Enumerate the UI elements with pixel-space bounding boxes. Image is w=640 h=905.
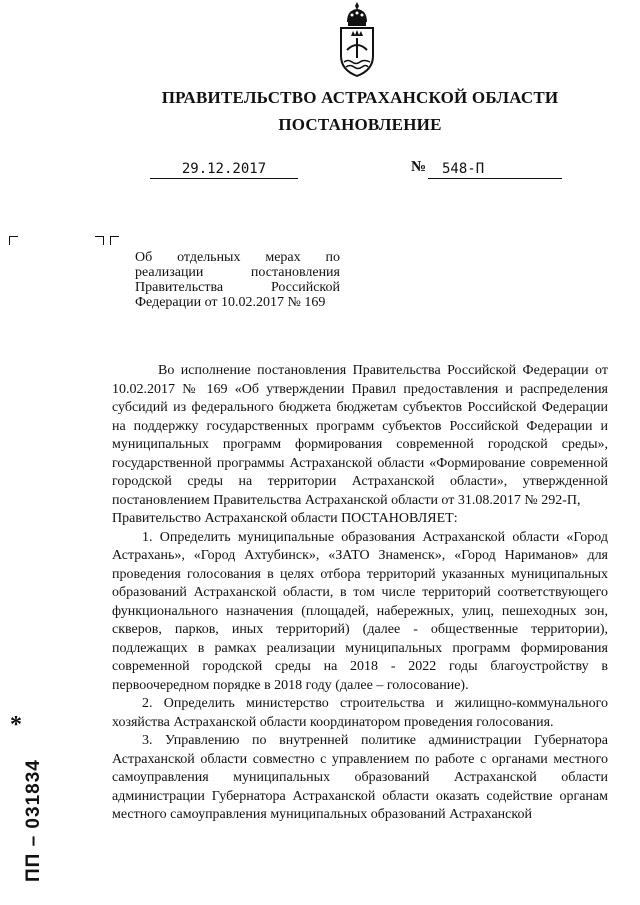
resolves-paragraph: Правительство Астраханской области ПОСТАНОВЛЯЕТ: <box>112 511 458 526</box>
serial-number: ПП – 031834 <box>23 759 44 882</box>
corner-mark <box>9 236 18 245</box>
number-label: № <box>411 159 427 175</box>
corner-mark <box>110 236 119 245</box>
document-number: 548-П <box>428 161 562 179</box>
item-1-paragraph: 1. Определить муниципальные образования Астраханской области «Город Астрахань», «Город Ахтубинск», «ЗАТО Знаменск», «Город Нариманов» для проведения голосования в целях отбора территорий указанных муниципальных образований Астраханской области, в том числе территорий соответствующего функционального назначения (площадей, набережных, улиц, пешеходных зон, скверов, парков, иных территорий) (далее - общественные территории), подлежащих в рамках реализации муниципальных программ формирования современной городской среды на 2018 - 2022 годы благоустройству в первоочередном порядке в 2018 году (далее – голосование). <box>112 529 608 693</box>
document-subject: Об отдельных мерах по реализации постановления Правительства Российской Федерации от 10.02.2017 № 169 <box>135 250 340 310</box>
item-3-paragraph: 3. Управлению по внутренней политике администрации Губернатора Астраханской области совместно с управлением по работе с органами местного самоуправления муниципальных образований Астраханской области администрации Губернатора Астраханской области оказать содействие органам местного самоуправления муниципальных образований Астраханской <box>112 733 608 822</box>
serial-block <box>0 712 52 892</box>
corner-mark <box>95 236 104 245</box>
item-2-paragraph: 2. Определить министерство строительства и жилищно-коммунального хозяйства Астраханской области координатором проведения голосования. <box>112 696 608 730</box>
coat-of-arms-icon <box>333 0 381 80</box>
document-date: 29.12.2017 <box>150 161 298 179</box>
organization-title: ПРАВИТЕЛЬСТВО АСТРАХАНСКОЙ ОБЛАСТИ <box>161 88 559 107</box>
document-body <box>112 362 608 825</box>
preamble-paragraph: Во исполнение постановления Правительства Российской Федерации от 10.02.2017 № 169 «Об утверждении Правил предоставления и распределения субсидий из федерального бюджета бюджетам субъектов Российской Федерации на поддержку государственных программ субъектов Российской Федерации и муниципальных программ формирования современной городской среды», государственной программы Астраханской области «Формирование современной городской среды на территории Астраханской области», утвержденной постановлением Правительства Астраханской области от 31.08.2017 № 292-П, <box>112 363 608 508</box>
serial-mark: * <box>10 712 22 738</box>
document-type-title: ПОСТАНОВЛЕНИЕ <box>278 115 442 134</box>
